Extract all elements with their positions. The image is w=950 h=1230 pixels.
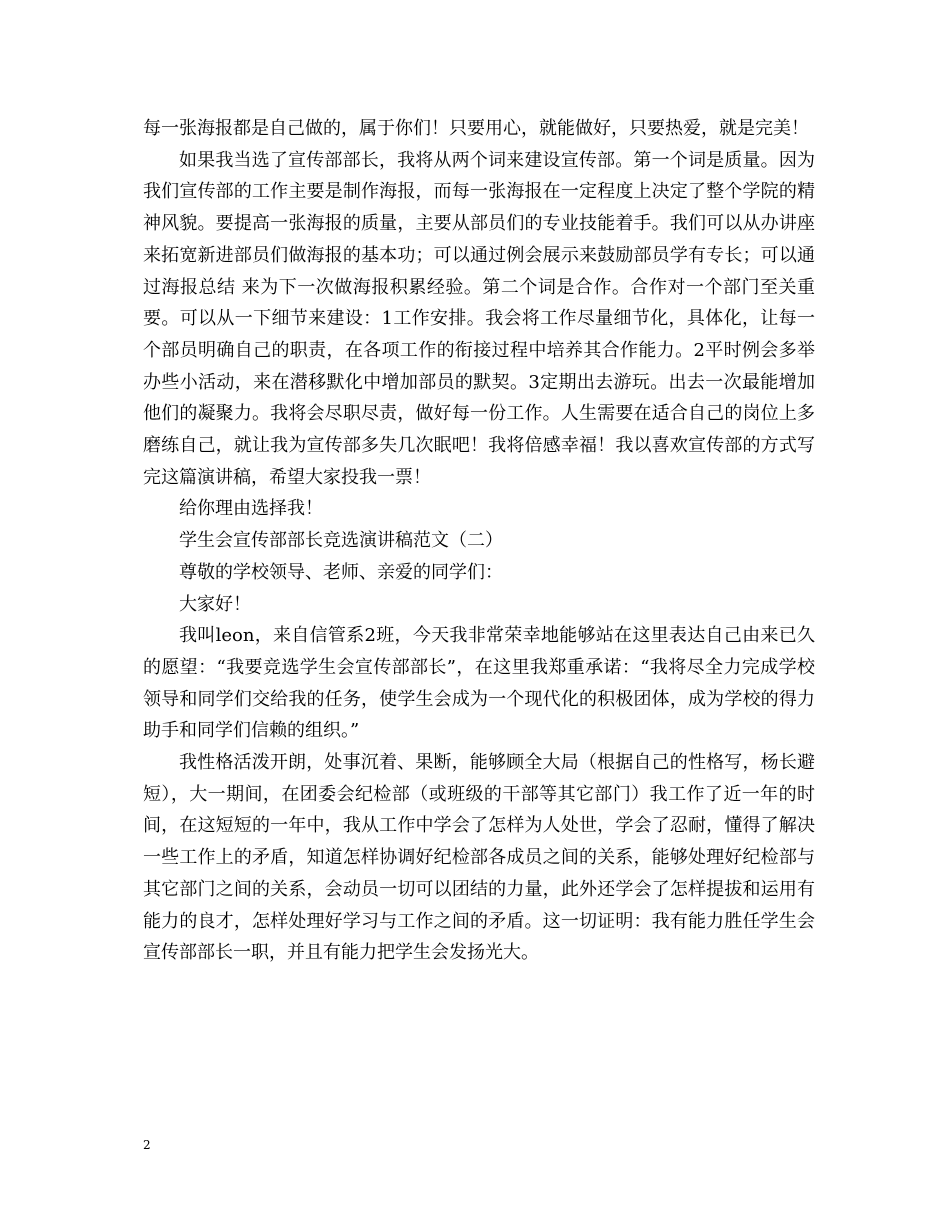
greeting: 大家好！ xyxy=(179,593,251,615)
document-body xyxy=(143,113,815,969)
paragraph-7: 我叫leon，来自信管系2班，今天我非常荣幸地能够站在这里表达自己由来已久的愿望：“我要竞选学生会宣传部部长”，在这里我郑重承诺：“我将尽全力完成学校领导和同学们交给我的任务，使学生会成为一个现代化的积极团体，成为学校的得力助手和同学们信赖的组织。” xyxy=(143,625,815,742)
section-heading: 学生会宣传部部长竞选演讲稿范文（二） xyxy=(179,530,503,552)
paragraph-1: 每一张海报都是自己做的，属于你们！只要用心，就能做好，只要热爱，就是完美！ xyxy=(143,118,809,139)
salutation: 尊敬的学校领导、老师、亲爱的同学们： xyxy=(179,561,503,583)
page-number: 2 xyxy=(143,1138,151,1152)
paragraph-3: 给你理由选择我！ xyxy=(179,498,323,520)
paragraph-8: 我性格活泼开朗，处事沉着、果断，能够顾全大局（根据自己的性格写，杨长避短），大一期间，在团委会纪检部（或班级的干部等其它部门）我工作了近一年的时间，在这短短的一年中，我从工作中学会了怎样为人处世，学会了忍耐，懂得了解决一些工作上的矛盾，知道怎样协调好纪检部各成员之间的关系，能够处理好纪检部与其它部门之间的关系，会动员一切可以团结的力量，此外还学会了怎样提拔和运用有能力的良才，怎样处理好学习与工作之间的矛盾。这一切证明：我有能力胜任学生会宣传部部长一职，并且有能力把学生会发扬光大。 xyxy=(143,752,815,964)
paragraph-2: 如果我当选了宣传部部长，我将从两个词来建设宣传部。第一个词是质量。因为我们宣传部的工作主要是制作海报，而每一张海报在一定程度上决定了整个学院的精神风貌。要提高一张海报的质量，主要从部员们的专业技能着手。我们可以从办讲座来拓宽新进部员们做海报的基本功；可以通过例会展示来鼓励部员学有专长；可以通过海报总结 来为下一次做海报积累经验。第二个词是合作。合作对一个部门至关重要。可以从一下细节来建设：1工作安排。我会将工作尽量细节化，具体化，让每一个部员明确自己的职责，在各项工作的衔接过程中培养其合作能力。2平时例会多举办些小活动，来在潜移默化中增加部员的默契。3定期出去游玩。出去一次最能增加他们的凝聚力。我将会尽职尽责，做好每一份工作。人生需要在适合自己的岗位上多磨练自己，就让我为宣传部多失几次眠吧！我将倍感幸福！我以喜欢宣传部的方式写完这篇演讲稿，希望大家投我一票！ xyxy=(143,149,815,488)
